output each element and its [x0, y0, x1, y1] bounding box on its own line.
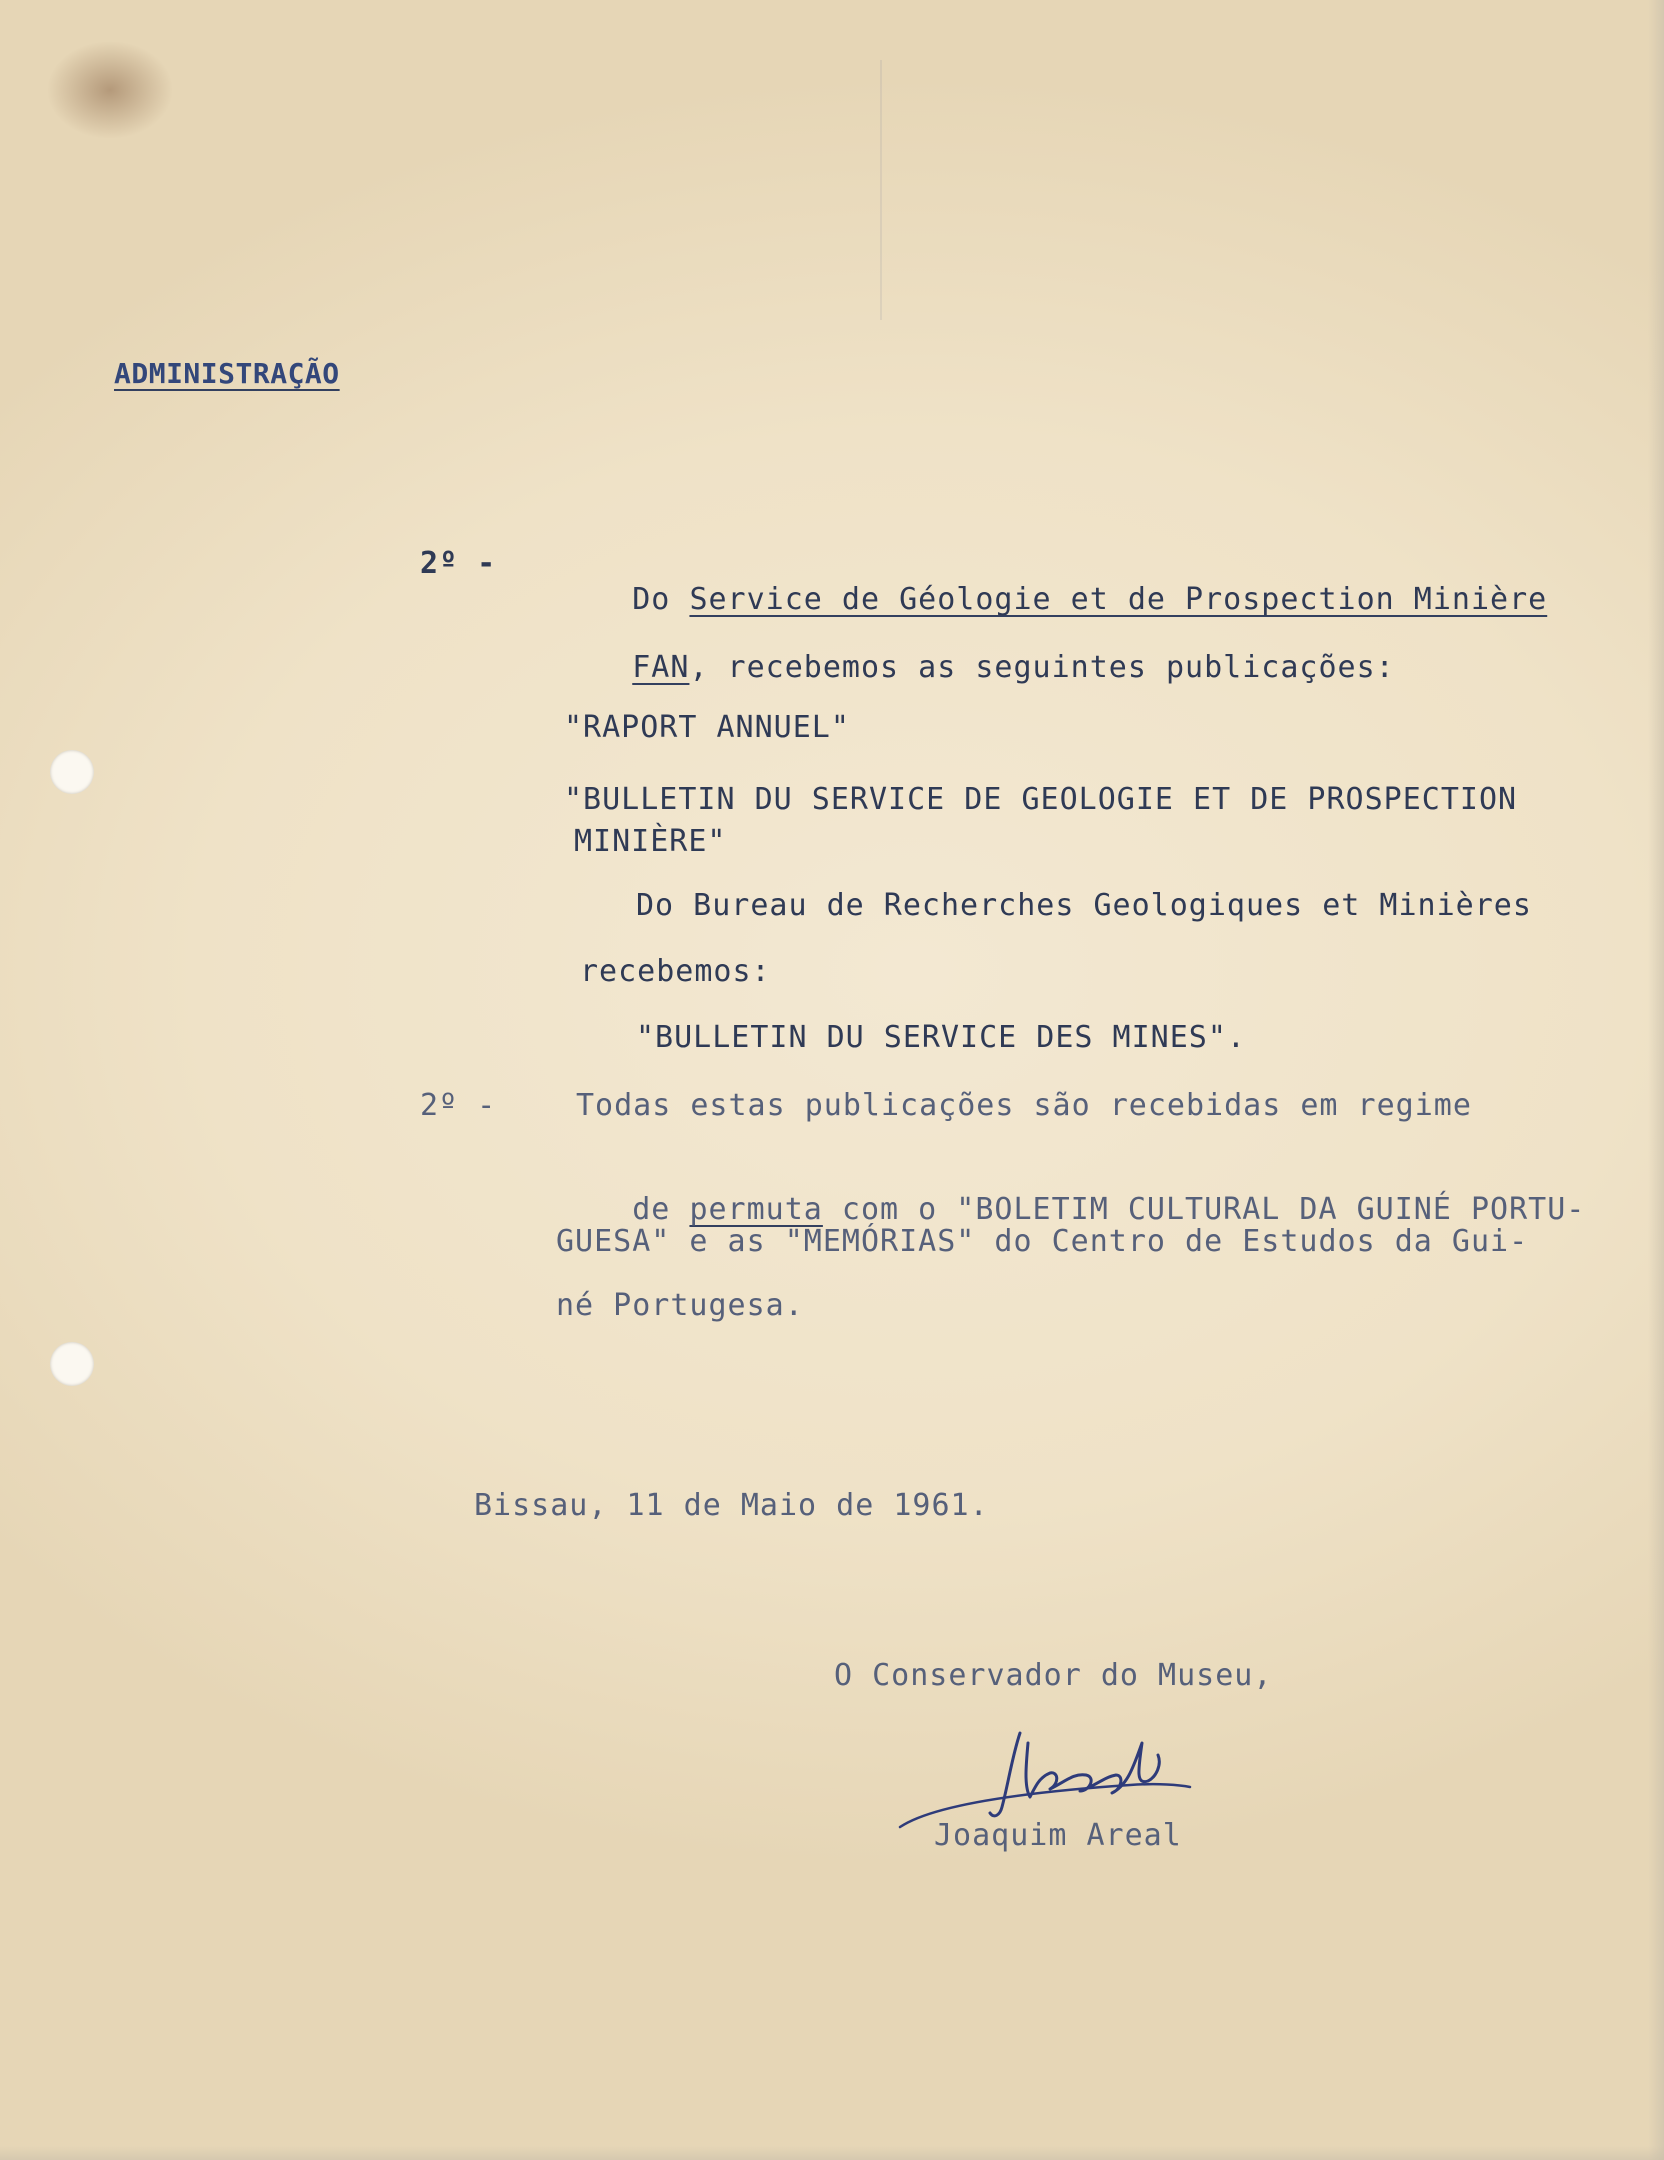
item1-fan: FAN — [632, 650, 690, 685]
paper-edge-bottom — [0, 2146, 1664, 2160]
publication-bulletin-geologie-line1: "BULLETIN DU SERVICE DE GEOLOGIE ET DE PROSPECTION — [564, 782, 1518, 817]
item1-line1-prefix: Do — [632, 582, 690, 617]
bureau-publication: "BULLETIN DU SERVICE DES MINES". — [636, 1020, 1246, 1055]
date-line: Bissau, 11 de Maio de 1961. — [474, 1488, 989, 1523]
item2-line1: Todas estas publicações são recebidas em regime — [576, 1088, 1472, 1123]
section-heading: ADMINISTRAÇÃO — [114, 357, 340, 390]
signature-stroke-main — [990, 1733, 1159, 1816]
item2-line4: né Portugesa. — [556, 1288, 804, 1323]
item2-line2-rest: com o "BOLETIM CULTURAL DA GUINÉ PORTU- — [822, 1192, 1586, 1227]
bureau-line1: Do Bureau de Recherches Geologiques et Minières — [636, 888, 1532, 923]
closing-line: O Conservador do Museu, — [834, 1658, 1273, 1693]
item1-line2-rest: , recebemos as seguintes publicações: — [689, 650, 1395, 685]
paper-edge-right — [1648, 0, 1664, 2160]
item1-number: 2º - — [420, 546, 497, 581]
publication-bulletin-geologie-line2: MINIÈRE" — [574, 824, 727, 859]
item2-number: 2º - — [420, 1088, 497, 1123]
item1-line2 — [556, 614, 1395, 722]
punch-hole-top — [50, 750, 94, 794]
fold-crease — [880, 60, 882, 320]
item2-line3: GUESA" e as "MEMÓRIAS" do Centro de Estudos da Gui- — [556, 1224, 1529, 1259]
signatory-name: Joaquim Areal — [934, 1818, 1182, 1853]
punch-hole-bottom — [50, 1342, 94, 1386]
publication-raport-annuel: "RAPORT ANNUEL" — [564, 710, 850, 745]
bureau-line2: recebemos: — [580, 954, 771, 989]
item1-organization: Service de Géologie et de Prospection Minière — [689, 582, 1548, 617]
item2-line2-prefix: de — [632, 1192, 690, 1227]
item2-permuta: permuta — [689, 1192, 823, 1227]
